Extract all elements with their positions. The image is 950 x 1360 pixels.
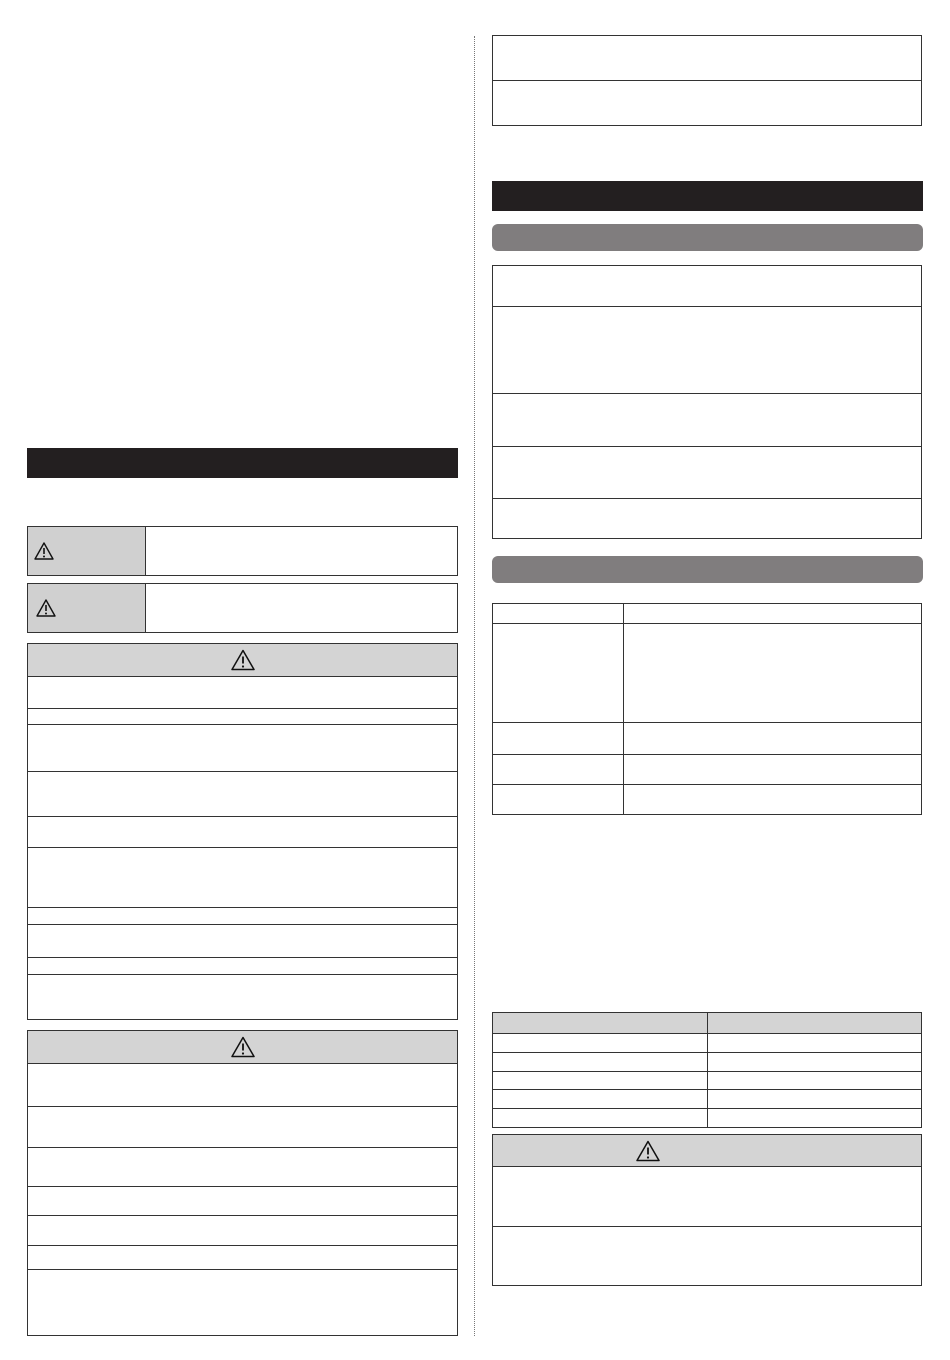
warning-row-divider [28, 847, 457, 848]
column-divider [474, 36, 475, 1336]
rating-table [492, 1012, 922, 1128]
warning-row-divider [28, 974, 457, 975]
specs-caution-divider [493, 1226, 921, 1227]
warning-triangle-icon [636, 1140, 660, 1162]
top-info-box [492, 35, 922, 126]
caution-row-divider [28, 1215, 457, 1216]
right-section-bar [492, 181, 923, 211]
warning-row-divider [28, 816, 457, 817]
sub-header-2 [492, 556, 923, 583]
rating-table-row-divider [493, 1108, 921, 1109]
rating-table-row-divider [493, 1071, 921, 1072]
spec-table-col-divider [623, 604, 624, 814]
warning-row-divider [28, 907, 457, 908]
troubleshoot-divider [493, 498, 921, 499]
top-info-divider [493, 80, 921, 81]
spec-table-row-divider [493, 754, 921, 755]
warning-triangle-icon [36, 599, 56, 617]
legend-caution-row [27, 583, 458, 633]
warning-triangle-icon [34, 542, 54, 560]
troubleshoot-divider [493, 446, 921, 447]
sub-header-1 [492, 224, 923, 251]
troubleshoot-divider [493, 393, 921, 394]
warning-row-divider [28, 724, 457, 725]
specs-caution-header [493, 1135, 921, 1167]
caution-row-divider [28, 1106, 457, 1107]
rating-table-row-divider [493, 1089, 921, 1090]
caution-row-divider [28, 1186, 457, 1187]
troubleshoot-divider [493, 306, 921, 307]
spec-table [492, 603, 922, 815]
rating-table-col-divider [707, 1013, 708, 1127]
troubleshoot-box [492, 265, 922, 539]
rating-table-row-divider [493, 1052, 921, 1053]
warning-box-header [28, 644, 457, 677]
safety-section-bar [27, 448, 458, 478]
legend-warning-row [27, 526, 458, 576]
warning-row-divider [28, 708, 457, 709]
warning-triangle-icon [231, 1036, 255, 1058]
specs-caution-box [492, 1134, 922, 1286]
spec-table-row-divider [493, 722, 921, 723]
caution-box-header [28, 1031, 457, 1064]
warning-row-divider [28, 957, 457, 958]
legend-warning-cell [28, 527, 146, 575]
warning-triangle-icon [231, 649, 255, 671]
caution-row-divider [28, 1147, 457, 1148]
caution-row-divider [28, 1245, 457, 1246]
warning-box [27, 643, 458, 1020]
warning-row-divider [28, 924, 457, 925]
warning-row-divider [28, 771, 457, 772]
legend-caution-cell [28, 584, 146, 632]
rating-table-row-divider [493, 1033, 921, 1034]
caution-row-divider [28, 1269, 457, 1270]
caution-box [27, 1030, 458, 1336]
spec-table-row-divider [493, 784, 921, 785]
spec-table-row-divider [493, 623, 921, 624]
